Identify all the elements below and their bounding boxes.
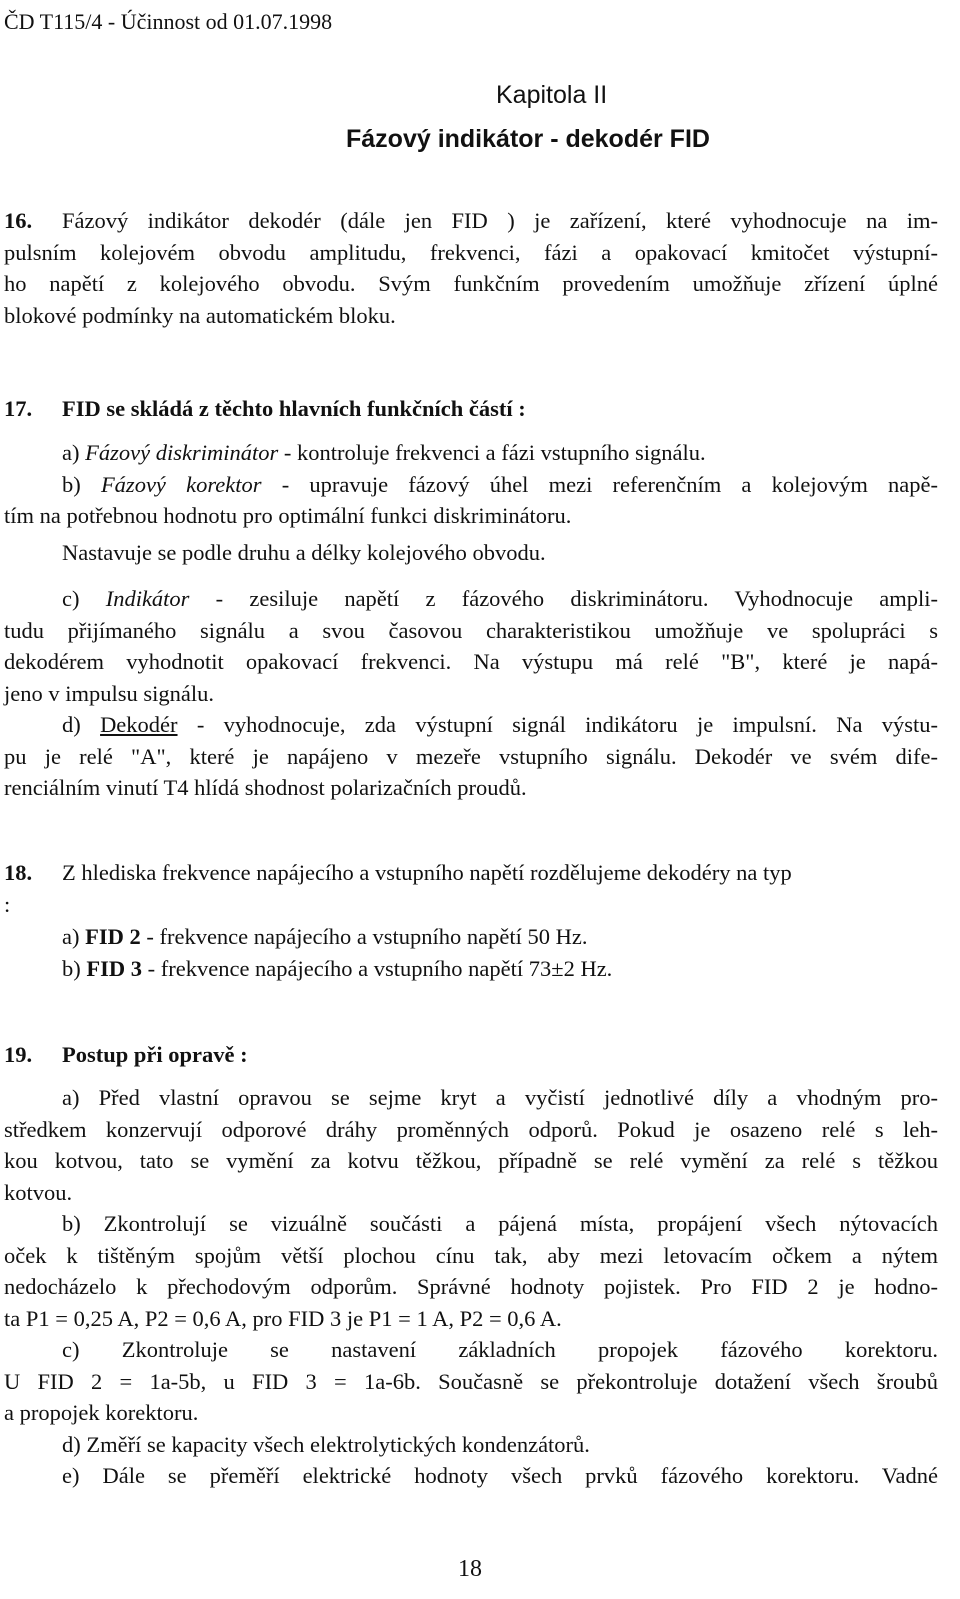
chapter-label: Kapitola II xyxy=(496,81,608,109)
paragraph-line: Nastavuje se podle druhu a délky kolejového obvodu. xyxy=(62,540,546,565)
paragraph-line: nedocházelo k přechodovým odporům. Správné hodnoty pojistek. Pro FID 2 je hodno- xyxy=(4,1274,938,1299)
document-header: ČD T115/4 - Účinnost od 01.07.1998 xyxy=(4,9,333,34)
chapter-title: Fázový indikátor - dekodér FID xyxy=(346,125,710,153)
paragraph-line: blokové podmínky na automatickém bloku. xyxy=(4,302,396,328)
paragraph-line: U FID 2 = 1a-5b, u FID 3 = 1a-6b. Současně se překontroluje dotažení všech šroubů xyxy=(4,1368,938,1394)
item-b: b) FID 3 - frekvence napájecího a vstupního napětí 73±2 Hz. xyxy=(62,955,613,981)
paragraph-line: pu je relé "A", které je napájeno v mezeře vstupního signálu. Dekodér ve svém dife- xyxy=(4,743,938,769)
section-number: 16. xyxy=(4,208,33,233)
item-b: b) Fázový korektor - upravuje fázový úhel mezi referenčním a kolejovým napě- xyxy=(62,471,938,497)
paragraph-line: pulsním kolejovém obvodu amplitudu, frekvenci, fázi a opakovací kmitočet výstupní- xyxy=(4,239,938,265)
section-19-items xyxy=(4,1082,938,1492)
paragraph-line: dekodérem vyhodnotit opakovací frekvenci. Na výstupu má relé "B", které je napá- xyxy=(4,649,938,674)
item-d: d) Změří se kapacity všech elektrolytických kondenzátorů. xyxy=(62,1431,590,1457)
section-18 xyxy=(4,857,938,920)
item-c: c) Indikátor - zesiluje napětí z fázového diskriminátoru. Vyhodnocuje ampli- xyxy=(62,586,938,611)
term: Indikátor xyxy=(105,586,190,611)
section-number: 17. xyxy=(4,396,33,421)
section-17-note xyxy=(4,537,938,569)
section-18-items xyxy=(4,921,938,984)
section-16 xyxy=(4,205,938,331)
paragraph-line: a propojek korektoru. xyxy=(4,1400,199,1425)
section-19 xyxy=(4,1039,938,1071)
paragraph-line: ho napětí z kolejového obvodu. Svým funkčním provedením umožňuje zřízení úplné xyxy=(4,271,938,296)
paragraph-line: kotvou. xyxy=(4,1179,73,1205)
item-c: c) Zkontroluje se nastavení základních propojek fázového korektoru. xyxy=(62,1337,938,1362)
item-a: a) Fázový diskriminátor - kontroluje frekvenci a fázi vstupního signálu. xyxy=(62,440,706,465)
paragraph-line: 16. Fázový indikátor dekodér (dále jen FID ) je zařízení, které vyhodnocuje na im- xyxy=(4,205,938,237)
paragraph-line: oček k tištěným spojům větší plochou cínu tak, aby mezi letovacím očkem a nýtem xyxy=(4,1242,938,1268)
term: Fázový diskriminátor xyxy=(85,440,279,465)
paragraph-line: : xyxy=(4,891,11,917)
item-d: d) Dekodér - vyhodnocuje, zda výstupní signál indikátoru je impulsní. Na výstu- xyxy=(62,712,938,737)
section-17-items xyxy=(4,437,938,532)
item-b: b) Zkontrolují se vizuálně součásti a pájená místa, propájení všech nýtovacích xyxy=(62,1211,938,1236)
section-number: 18. xyxy=(4,860,33,885)
paragraph-line: jeno v impulsu signálu. xyxy=(4,680,214,706)
section-17 xyxy=(4,393,938,425)
paragraph-line: tím na potřebnou hodnotu pro optimální funkci diskriminátoru. xyxy=(4,503,572,528)
item-a: a) Před vlastní opravou se sejme kryt a vyčistí jednotlivé díly a vhodným pro- xyxy=(62,1085,938,1110)
section-heading: 17. FID se skládá z těchto hlavních funkčních částí : xyxy=(4,393,938,425)
section-17-items-cd xyxy=(4,583,938,804)
paragraph-line: středkem konzervují odporové dráhy proměnných odporů. Pokud je osazeno relé s leh- xyxy=(4,1116,938,1142)
term: Fázový korektor xyxy=(100,471,262,497)
term: Dekodér xyxy=(100,712,178,737)
section-number: 19. xyxy=(4,1042,33,1067)
paragraph-line: ta P1 = 0,25 A, P2 = 0,6 A, pro FID 3 je P1 = 1 A, P2 = 0,6 A. xyxy=(4,1305,562,1331)
section-heading: 19. Postup při opravě : xyxy=(4,1039,938,1071)
paragraph-line: tudu přijímaného signálu a svou časovou charakteristikou umožňuje ve spolupráci s xyxy=(4,617,938,643)
page-number: 18 xyxy=(458,1556,482,1582)
paragraph-line: 18. Z hlediska frekvence napájecího a vstupního napětí rozdělujeme dekodéry na typ xyxy=(4,857,938,889)
item-a: a) FID 2 - frekvence napájecího a vstupního napětí 50 Hz. xyxy=(62,924,588,949)
paragraph-line: kou kotvou, tato se vymění za kotvu těžkou, případně se relé vymění za relé s těžkou xyxy=(4,1148,938,1173)
paragraph-line: renciálním vinutí T4 hlídá shodnost polarizačních proudů. xyxy=(4,775,527,800)
item-e: e) Dále se přeměří elektrické hodnoty všech prvků fázového korektoru. Vadné xyxy=(62,1463,938,1488)
